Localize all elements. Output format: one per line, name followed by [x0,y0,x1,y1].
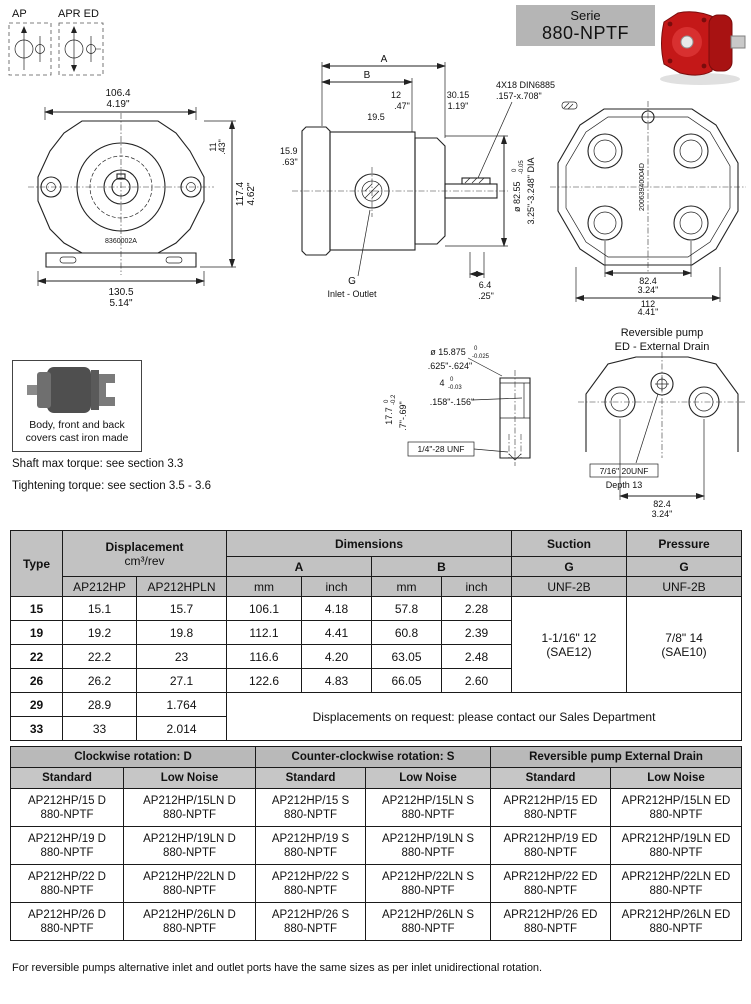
a-in-cell: 4.18 [302,597,372,621]
b-mm-cell: 60.8 [372,621,442,645]
part-number-cell: AP212HP/15 D 880-NPTF [11,789,124,827]
header-ap212hp: AP212HP [63,577,137,597]
front-centerlines [28,113,214,275]
front-base-dim-line [38,271,204,286]
side-bot-in: .25" [478,291,494,301]
part-number-cell: APR212HP/26LN ED 880-NPTF [611,903,742,941]
part-number-cell: AP212HP/15 S 880-NPTF [256,789,366,827]
part-number-cell: AP212HP/26LN D 880-NPTF [124,903,256,941]
apln-cell: 1.764 [137,693,227,717]
cast-iron-pump-shapes [27,367,115,413]
group-header-clockwise: Clockwise rotation: D [11,747,256,768]
shaft-detail-drawing [380,338,565,488]
order-row [11,865,742,903]
header-dimensions: Dimensions [227,531,512,557]
pressure-value-cell [627,597,742,693]
b-in-cell: 2.60 [442,669,512,693]
shaft-key-in: .158"-.156" [429,397,475,407]
header-type: Type [11,531,63,597]
front-tab-in: .43" [217,139,227,155]
part-number-cell: APR212HP/19 ED 880-NPTF [491,827,611,865]
cast-iron-caption-line1: Body, front and back [29,419,125,431]
sub-header-low-noise: Low Noise [124,768,256,789]
spec-row-extra [11,693,742,717]
group-header-reversible: Reversible pump External Drain [491,747,742,768]
side-d19-5: 19.5 [367,112,385,122]
reversible-title-line1: Reversible pump [620,327,704,339]
b-in-cell: 2.48 [442,645,512,669]
part-number-cell: AP212HP/19LN S 880-NPTF [366,827,491,865]
part-number-cell: AP212HP/26 D 880-NPTF [11,903,124,941]
ap-cell: 22.2 [63,645,137,669]
header-dim-a: A [227,557,372,577]
shaft-len-mm-group [384,394,397,425]
ap-cell: 19.2 [63,621,137,645]
part-number-cell: AP212HP/26 S 880-NPTF [256,903,366,941]
side-dia-in-group [526,158,536,225]
shaft-dia-in: .625"-.624" [427,361,473,371]
front-base-in: 5.14" [109,298,133,309]
header-displacement-unit: cm³/rev [124,553,165,568]
pressure-value-line2: (SAE10) [661,644,707,659]
side-view-drawing [272,52,582,304]
front-height-mm: 117.4 [235,181,246,207]
back-view-drawing [548,95,751,315]
ap-symbol-label: AP [12,8,27,20]
b-mm-cell: 66.05 [372,669,442,693]
shaft-thread-label: 1/4"-28 UNF [417,444,465,454]
side-dia-mm: ø 82.55 [512,181,522,212]
side-top-in: .47" [394,101,410,111]
part-number-cell: APR212HP/15 ED 880-NPTF [491,789,611,827]
apln-cell: 15.7 [137,597,227,621]
shaft-torque-note: Shaft max torque: see section 3.3 [12,458,184,470]
shaft-len-in: .7"-.69" [398,401,408,431]
a-in-cell: 4.41 [302,621,372,645]
side-dia-tol-top: 0 [512,168,518,172]
sub-header-low-noise: Low Noise [611,768,742,789]
shaft-key-tol-bot: -0.03 [448,385,462,391]
header-suction: Suction [512,531,627,557]
apr-ed-symbol-label: APR ED [58,8,99,20]
reversible-flange-outline [578,352,746,458]
sub-header-low-noise: Low Noise [366,768,491,789]
shaft-dia-tol-bot: -0.025 [472,354,490,360]
b-in-cell: 2.39 [442,621,512,645]
header-suction-unf: UNF-2B [512,577,627,597]
a-in-cell: 4.20 [302,645,372,669]
a-in-cell: 4.83 [302,669,372,693]
header-b-inch: inch [442,577,512,597]
front-width-in: 4.19" [106,99,130,110]
apln-cell: 27.1 [137,669,227,693]
reversible-pump-drawing [558,322,751,518]
side-key-note2: .157-x.708" [496,91,542,101]
tightening-torque-note: Tightening torque: see section 3.5 - 3.6 [12,480,212,492]
header-displacement-line1: Displacement [105,539,184,554]
order-row [11,789,742,827]
part-number-cell: AP212HP/15LN D 880-NPTF [124,789,256,827]
front-view-drawing [18,85,258,313]
pressure-value-line1: 7/8" 14 [665,630,703,645]
series-model: 880-NPTF [541,22,630,43]
specifications-table [10,530,742,741]
side-d30-in: 1.19" [447,101,469,111]
header-pressure-g: G [627,557,742,577]
sub-header-standard: Standard [11,768,124,789]
apln-cell: 23 [137,645,227,669]
shaft-len-tol-bot: -0.2 [391,394,397,405]
front-base-mm: 130.5 [108,287,134,298]
suction-value-line1: 1-1/16" 12 [541,630,597,645]
shaft-len-mm: 17.7 [384,407,394,425]
front-width-mm: 106.4 [105,88,131,99]
pump-photo-shapes [660,12,745,85]
cast-iron-pump-image [13,361,141,419]
ap-cell: 33 [63,717,137,741]
header-b-mm: mm [372,577,442,597]
group-header-counter-clockwise: Counter-clockwise rotation: S [256,747,491,768]
side-dim-a-label: A [380,54,388,65]
back-outer-mm: 112 [640,299,656,309]
header-a-inch: inch [302,577,372,597]
part-number-cell: AP212HP/22 S 880-NPTF [256,865,366,903]
shaft-len-tol-top: 0 [384,399,390,403]
back-flange-outline [550,101,746,273]
side-g-label: G [348,276,356,287]
part-number-cell: APR212HP/22LN ED 880-NPTF [611,865,742,903]
side-dia-tol-bot: -0.05 [519,160,525,174]
order-row [11,827,742,865]
b-mm-cell: 57.8 [372,597,442,621]
header-a-mm: mm [227,577,302,597]
side-body-outline [292,127,508,255]
side-top-mm: 12 [390,90,402,100]
sub-header-standard: Standard [256,768,366,789]
hydraulic-symbols [6,6,110,80]
b-mm-cell: 63.05 [372,645,442,669]
displacements-note-cell: Displacements on request: please contact our Sales Department [227,693,742,741]
part-number-cell: AP212HP/22LN D 880-NPTF [124,865,256,903]
front-height-in: 4.62" [246,182,257,206]
type-cell: 29 [11,693,63,717]
header-ap212hpln: AP212HPLN [137,577,227,597]
footer-note: For reversible pumps alternative inlet and outlet ports have the same sizes as per inlet unidirectional rotation. [12,962,543,974]
shaft-key-tol-top: 0 [450,377,454,383]
ap-symbol-icon [9,23,51,75]
ap-cell: 28.9 [63,693,137,717]
suction-value-line2: (SAE12) [546,644,592,659]
ordering-table [10,746,742,941]
header-pressure: Pressure [627,531,742,557]
b-in-cell: 2.28 [442,597,512,621]
part-number-cell: AP212HP/19 S 880-NPTF [256,827,366,865]
header-pressure-unf: UNF-2B [627,577,742,597]
a-mm-cell: 112.1 [227,621,302,645]
shaft-dia-tol-top: 0 [474,346,478,352]
type-cell: 22 [11,645,63,669]
reversible-width-mm: 82.4 [653,499,671,509]
part-number-cell: AP212HP/22LN S 880-NPTF [366,865,491,903]
part-number-cell: APR212HP/19LN ED 880-NPTF [611,827,742,865]
apr-ed-symbol-icon [59,23,103,75]
shaft-key-mm: 4 [439,378,445,388]
reversible-thread-label: 7/16" 20UNF [599,466,649,476]
type-cell: 19 [11,621,63,645]
sub-header-standard: Standard [491,768,611,789]
side-left-mm: 15.9 [280,146,298,156]
part-number-cell: APR212HP/22 ED 880-NPTF [491,865,611,903]
part-number-cell: AP212HP/19 D 880-NPTF [11,827,124,865]
shaft-dia-mm: ø 15.875 [430,347,466,357]
pump-product-photo [650,0,751,88]
back-inner-in: 3.24" [637,285,659,295]
part-number-cell: AP212HP/26LN S 880-NPTF [366,903,491,941]
reversible-width-in: 3.24" [651,509,673,518]
part-number-cell: APR212HP/15LN ED 880-NPTF [611,789,742,827]
side-dim-b-label: B [363,70,371,81]
side-dim-a [322,62,445,138]
back-inner-mm: 82.4 [639,276,657,286]
series-label: Serie [570,7,601,23]
part-number-cell: AP212HP/22 D 880-NPTF [11,865,124,903]
ap-cell: 26.2 [63,669,137,693]
side-dia-mm-group [512,160,525,212]
suction-value-cell [512,597,627,693]
cast-iron-callout [12,360,142,452]
order-row [11,903,742,941]
header-displacement [63,531,227,577]
part-number-cell: APR212HP/26 ED 880-NPTF [491,903,611,941]
side-bot-mm: 6.4 [478,280,492,290]
side-inlet-outlet-label: Inlet - Outlet [327,289,377,299]
shaft-len-in-group [398,401,408,430]
side-dia-in: 3.25"-3.248" DIA [526,157,536,225]
back-casting-serial: 20063940004D [639,163,646,211]
type-cell: 15 [11,597,63,621]
apln-cell: 19.8 [137,621,227,645]
back-outer-in: 4.41" [637,307,659,315]
reversible-title-line2: ED - External Drain [614,341,710,353]
ap-cell: 15.1 [63,597,137,621]
header-suction-g: G [512,557,627,577]
a-mm-cell: 122.6 [227,669,302,693]
cast-iron-caption-line2: covers cast iron made [25,432,129,444]
part-number-cell: AP212HP/15LN S 880-NPTF [366,789,491,827]
type-cell: 26 [11,669,63,693]
side-key-note1: 4X18 DIN6885 [496,80,556,90]
side-bot-dim [470,252,484,278]
a-mm-cell: 116.6 [227,645,302,669]
side-d30-mm: 30.15 [446,90,470,100]
front-tab-mm: 11 [208,142,218,152]
spec-row [11,597,742,621]
series-header [516,5,655,46]
apln-cell: 2.014 [137,717,227,741]
a-mm-cell: 106.1 [227,597,302,621]
type-cell: 33 [11,717,63,741]
side-left-in: .63" [282,157,298,167]
header-dim-b: B [372,557,512,577]
part-number-cell: AP212HP/19LN D 880-NPTF [124,827,256,865]
reversible-depth-label: Depth 13 [605,480,643,490]
front-casting-serial: 8360002A [105,238,137,245]
